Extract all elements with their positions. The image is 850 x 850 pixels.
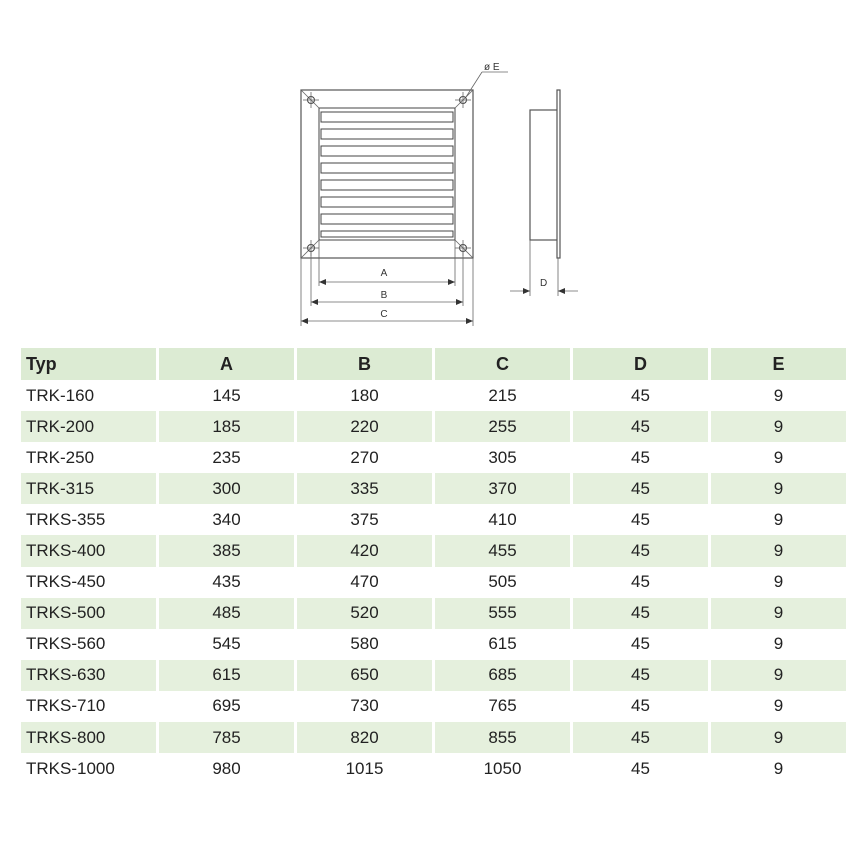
side-view (510, 90, 578, 296)
cell-e: 9 (711, 722, 846, 753)
cell-e: 9 (711, 535, 846, 566)
cell-b: 470 (350, 572, 379, 592)
cell-typ: TRKS-400 (21, 535, 156, 566)
cell-typ: TRKS-560 (26, 634, 106, 654)
cell-b: 270 (350, 447, 379, 467)
cell-a: 235 (212, 447, 241, 467)
cell-typ: TRK-200 (21, 411, 156, 442)
cell-a: 980 (212, 758, 241, 778)
cell-c: 305 (488, 447, 517, 467)
cell-c: 615 (488, 634, 517, 654)
label-a: A (380, 268, 388, 279)
table-row (21, 442, 846, 473)
cell-typ: TRK-250 (26, 447, 95, 467)
cell-d: 45 (631, 758, 650, 778)
cell-d: 45 (631, 385, 650, 405)
cell-e: 9 (773, 385, 784, 405)
cell-b: 220 (297, 411, 432, 442)
cell-b: 420 (297, 535, 432, 566)
header-d: D (573, 348, 708, 380)
cell-b: 580 (350, 634, 379, 654)
cell-d: 45 (631, 572, 650, 592)
header-b: B (297, 348, 432, 380)
table-row (21, 598, 846, 629)
cell-a: 545 (212, 634, 241, 654)
label-d: D (540, 278, 548, 289)
cell-typ: TRK-315 (21, 473, 156, 504)
cell-b: 180 (350, 385, 379, 405)
cell-a: 485 (159, 598, 294, 629)
table-header-row (21, 348, 846, 380)
cell-e: 9 (773, 509, 784, 529)
label-b: B (380, 290, 388, 301)
cell-d: 45 (631, 447, 650, 467)
cell-a: 185 (159, 411, 294, 442)
header-typ: Typ (21, 348, 156, 380)
technical-drawing (0, 0, 850, 340)
cell-a: 615 (159, 660, 294, 691)
cell-a: 340 (212, 509, 241, 529)
cell-c: 255 (435, 411, 570, 442)
cell-typ: TRKS-355 (26, 509, 106, 529)
cell-e: 9 (711, 598, 846, 629)
cell-d: 45 (573, 535, 708, 566)
header-a: A (159, 348, 294, 380)
cell-b: 375 (350, 509, 379, 529)
cell-c: 215 (488, 385, 517, 405)
cell-e: 9 (773, 758, 784, 778)
table-row (21, 380, 846, 411)
cell-c: 855 (435, 722, 570, 753)
cell-d: 45 (631, 696, 650, 716)
cell-b: 520 (297, 598, 432, 629)
cell-typ: TRKS-800 (21, 722, 156, 753)
table-row (21, 535, 846, 566)
table-row (21, 753, 846, 784)
cell-a: 785 (159, 722, 294, 753)
cell-b: 335 (297, 473, 432, 504)
cell-b: 1015 (345, 758, 384, 778)
dimensions-table (18, 348, 849, 784)
cell-d: 45 (573, 722, 708, 753)
front-view (301, 62, 508, 326)
cell-c: 370 (435, 473, 570, 504)
cell-d: 45 (573, 660, 708, 691)
cell-typ: TRKS-500 (21, 598, 156, 629)
table-row (21, 473, 846, 504)
cell-c: 765 (488, 696, 517, 716)
cell-c: 1050 (483, 758, 522, 778)
cell-a: 695 (212, 696, 241, 716)
table-row (21, 567, 846, 598)
header-c: C (435, 348, 570, 380)
cell-d: 45 (631, 509, 650, 529)
table-row (21, 660, 846, 691)
cell-c: 685 (435, 660, 570, 691)
cell-c: 555 (435, 598, 570, 629)
label-e: ø E (484, 62, 500, 73)
cell-a: 145 (212, 385, 241, 405)
cell-d: 45 (573, 473, 708, 504)
table-row (21, 629, 846, 660)
cell-typ: TRKS-450 (26, 572, 106, 592)
cell-e: 9 (773, 447, 784, 467)
cell-c: 505 (488, 572, 517, 592)
cell-e: 9 (773, 634, 784, 654)
cell-a: 435 (212, 572, 241, 592)
cell-a: 385 (159, 535, 294, 566)
cell-b: 650 (297, 660, 432, 691)
header-e: E (711, 348, 846, 380)
cell-typ: TRKS-630 (21, 660, 156, 691)
cell-e: 9 (711, 411, 846, 442)
cell-b: 730 (350, 696, 379, 716)
cell-b: 820 (297, 722, 432, 753)
cell-d: 45 (573, 411, 708, 442)
table-row (21, 411, 846, 442)
table-row (21, 722, 846, 753)
label-c: C (380, 309, 388, 320)
cell-c: 410 (488, 509, 517, 529)
table-row (21, 691, 846, 722)
cell-typ: TRKS-1000 (26, 758, 115, 778)
cell-c: 455 (435, 535, 570, 566)
cell-a: 300 (159, 473, 294, 504)
cell-e: 9 (711, 660, 846, 691)
cell-d: 45 (573, 598, 708, 629)
cell-e: 9 (773, 696, 784, 716)
cell-typ: TRKS-710 (26, 696, 106, 716)
cell-e: 9 (711, 473, 846, 504)
cell-d: 45 (631, 634, 650, 654)
cell-e: 9 (773, 572, 784, 592)
cell-typ: TRK-160 (26, 385, 95, 405)
table-row (21, 504, 846, 535)
